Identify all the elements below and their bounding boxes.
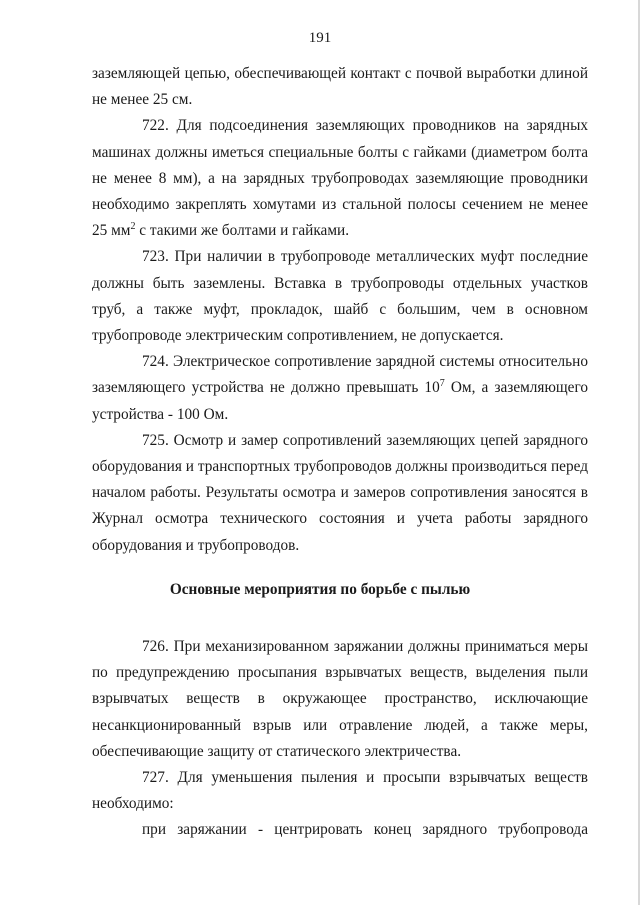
- paragraph-724: [92, 349, 588, 428]
- paragraph-722-tail: с такими же болтами и гайками.: [135, 222, 350, 240]
- paragraph-725: 725. Осмотр и замер сопротивлений заземляющих цепей зарядного оборудования и транспортных трубопроводов должны производиться перед началом работы. Результаты осмотра и замеров сопротивления заносятся в Журнал осмотра технического состояния и учета работы зарядного оборудования и трубопроводов.: [92, 431, 588, 554]
- superscript-2: 2: [130, 221, 136, 233]
- paragraph-724-tail: Ом, а заземляющего устройства - 100 Ом.: [92, 379, 588, 423]
- paragraph-723: 723. При наличии в трубопроводе металлических муфт последние должны быть заземлены. Вставка в трубопроводы отдельных участков труб, а также муфт, прокладок, шайб с большим, чем в основном трубопроводе электрическим сопротивлением, не допускается.: [92, 248, 588, 345]
- paragraph-722-text: 722. Для подсоединения заземляющих проводников на зарядных машинах должны иметься специальные болты с гайками (диаметром болта не менее 8 мм), а на зарядных трубопроводах заземляющие проводники необходимо закреплять хомутами из стальной полосы сечением не менее 25 мм: [92, 117, 588, 240]
- superscript-7: 7: [439, 378, 445, 390]
- section-grounding: [92, 61, 588, 559]
- paragraph-continuation: заземляющей цепью, обеспечивающей контакт с почвой выработки длиной не менее 25 см.: [92, 65, 588, 109]
- paragraph-727: 727. Для уменьшения пыления и просыпи взрывчатых веществ необходимо:: [92, 769, 588, 813]
- section-heading: Основные мероприятия по борьбе с пылью: [169, 581, 471, 598]
- paragraph-722: [92, 113, 588, 244]
- paragraph-last: при заряжании - центрировать конец зарядного трубопровода: [142, 821, 588, 839]
- section-dust: [92, 634, 588, 844]
- page-number: 191: [308, 30, 332, 46]
- paragraph-724-text: 724. Электрическое сопротивление зарядной системы относительно заземляющего устройства не должно превышать 10: [92, 353, 588, 397]
- paragraph-726: 726. При механизированном заряжании должны приниматься меры по предупреждению просыпания взрывчатых веществ, выделения пыли взрывчатых веществ в окружающее пространство, исключающие несанкционированный взрыв или отравление людей, а также меры, обеспечивающие защиту от статического электричества.: [92, 638, 588, 760]
